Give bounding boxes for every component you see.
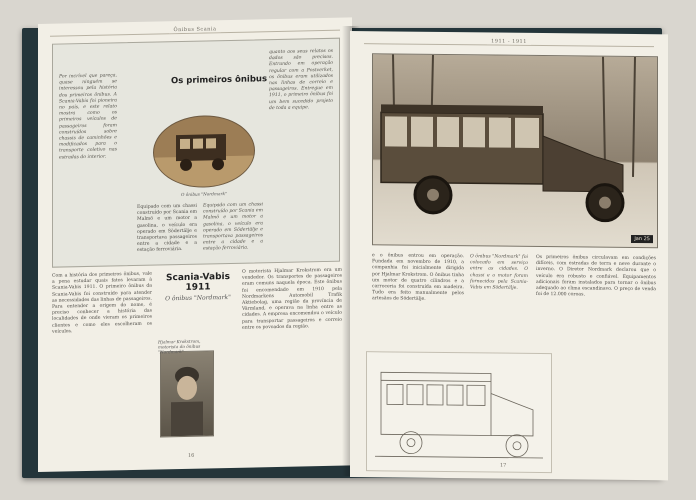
vintage-bus-illustration <box>154 115 254 187</box>
right-column-1: e o ônibus entrou em operação. Fundada em novembro de 1910, a companhia foi inicialmente dirigida por Hjalmar Krokstrom. O ônibus tinha um motor de quatro cilindros e a carroceria foi construída em madeira. Tudo era feito manualmente pelos artesãos de Södertälje. <box>372 253 464 303</box>
right-column-3: Os primeiros ônibus circulavam em condições difíceis, com estradas de terra e neve durante o inverno. O Diretor Nordmark declarou que o veículo era robusto e confiável. Equipamentos adicionais foram instalados para tornar o ônibus adequado ao clima escandinavo. O preço de venda foi de 12.000 coroas. <box>536 254 656 298</box>
portrait-caption: Hjalmar Krokstrom, motorista do ônibus "Nordmark" <box>158 338 201 355</box>
photo-caption: O ônibus "Nordmark" <box>181 191 227 198</box>
box-column-1: Por incrível que pareça, quase ninguém se interessou pela história dos primeiros ônibus. A Scania-Vabis foi pioneira no país, e este relato mostra como os primeiros veículos de passageiros foram construídos sobre chassis de caminhões e modificados para o transporte coletivo nas estradas do interior. <box>59 73 117 161</box>
box-column-3: quanto aos seus relatos os dados são precisos. Entrando em operação regular com a Postverket, os ônibus eram utilizados nas linhas de correio e passageiros. Entregue em 1911, o primeiro ônibus foi um bem sucedido projeto de toda a equipe. <box>269 48 333 111</box>
page-number-right: 17 <box>500 462 507 469</box>
body-column-1: Com a história dos primeiros ônibus, vale a pena estudar quais fatos levaram à Scania-Vabis 1911. O primeiro ônibus da Scania-Vabis foi construído para atender as necessidades das linhas de passageiros. Para entender a origem do nome, é preciso conhecer a história das localidades de onde vieram os primeiros clientes e como eles escolheram os veículos. <box>52 271 152 335</box>
section-headline: Scania-Vabis 1911 <box>166 271 230 293</box>
section-subhead: O ônibus "Nordmark" <box>165 293 231 303</box>
box-column-2b: Equipado com um chassi construído por Scania em Malmö e um motor a gasolina, o veículo era operado em Södertälje e transportava passageiros entre a cidade e a estação ferroviária. <box>203 202 263 252</box>
right-page <box>350 31 668 480</box>
portrait-photo <box>160 350 214 437</box>
running-head-right: 1911 - 1911 <box>364 37 654 47</box>
body-column-2: O motorista Hjalmar Krokstrom era um vendedor. Os transportes de passageiros eram comuns naquela época. Este ônibus foi encomendado em 1910 pela Nordmarkens Automobil Trafik Aktiebolag, uma região da província de Värmland, e operava na linha entre as cidades. A empresa encomendou o veículo para transportar passageiros e correio entre os povoados da região. <box>242 267 342 331</box>
vintage-bus-photo-illustration <box>373 54 657 247</box>
sidebar-box <box>52 38 340 268</box>
page-number-left: 16 <box>188 452 195 459</box>
bus-photo-oval <box>153 114 255 188</box>
box-column-2: Equipado com um chassi construído por Scania em Malmö e um motor a gasolina, o veículo era operado em Södertälje e transportava passageiros entre a cidade e a estação ferroviária. <box>137 203 197 254</box>
bus-photo-large <box>372 53 658 248</box>
portrait-illustration <box>161 351 213 436</box>
technical-drawing <box>366 351 552 473</box>
left-page <box>38 17 352 472</box>
running-head-left: Ônibus Scania <box>50 24 340 37</box>
bus-line-drawing <box>367 352 551 472</box>
right-column-2: O ônibus "Nordmark" foi colocado em serviço entre as cidades. O chassi e o motor foram fornecidos pela Scania-Vabis em Södertälje. <box>470 254 528 291</box>
box-title: Os primeiros ônibus <box>171 74 268 87</box>
photo-credit: Jan 25 <box>631 235 653 243</box>
